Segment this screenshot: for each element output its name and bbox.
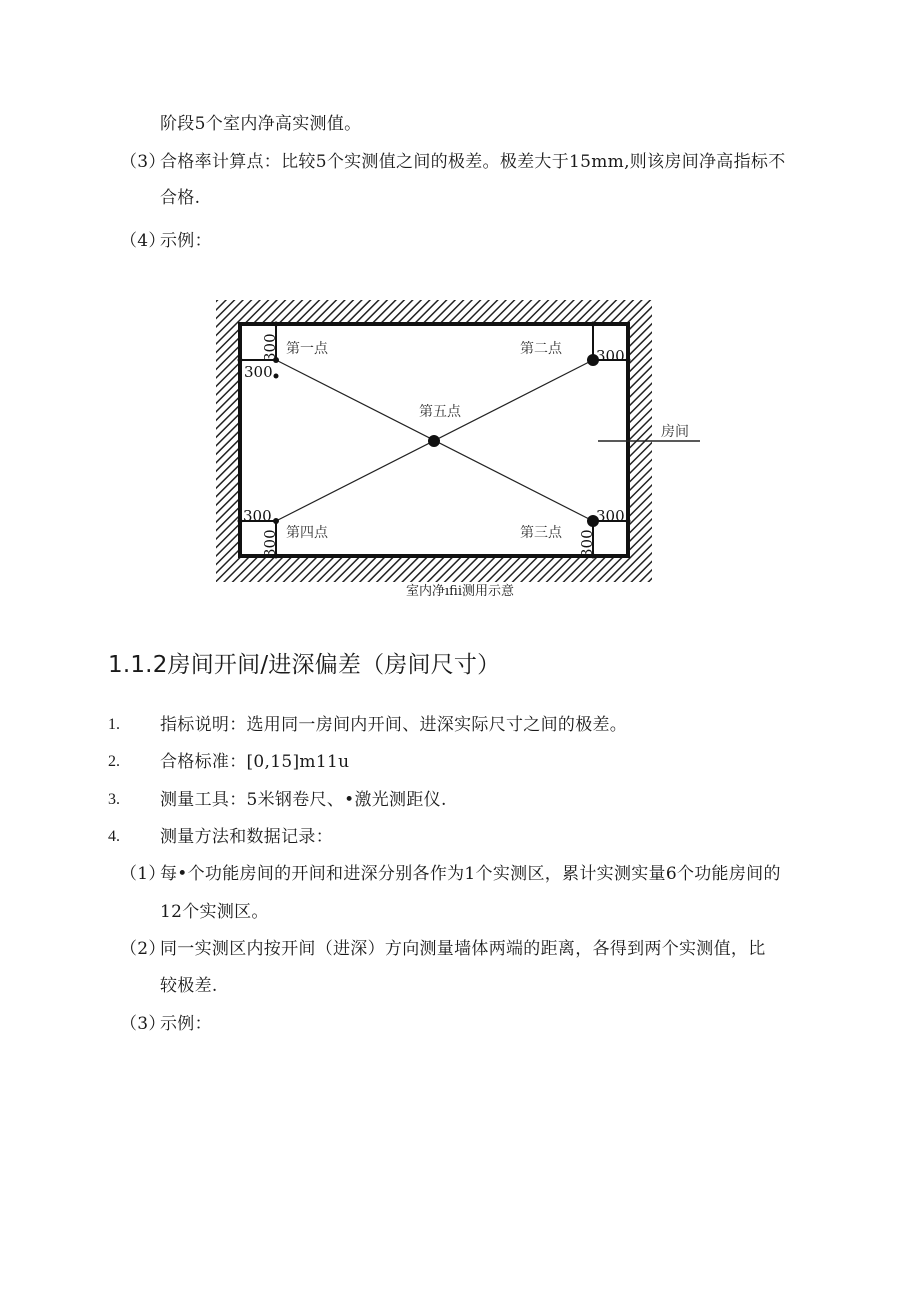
item-text-continued: 合格. [160,188,201,208]
point-label-3: 第三点 [520,525,562,541]
point-label-2: 第二点 [520,341,562,357]
item-text: 同一实测区内按开间（进深）方向测量墙体两端的距离，各得到两个实测值，比 [160,939,766,959]
item-text: 每•个功能房间的开间和进深分别各作为1个实测区，累计实测实量6个功能房间的 [160,864,781,884]
section-heading: 1.1.2房间开间/进深偏差（房间尺寸） [108,652,501,678]
item-text: 示例： [160,1014,212,1034]
item-number: （2） [120,939,166,959]
list-number: 1. [108,716,120,733]
dimension-label: 300 [596,347,625,365]
figure-caption: 室内净ıfii测用示意 [406,584,514,599]
point-label-5: 第五点 [419,404,461,420]
dimension-label: 300 [243,507,272,525]
item-number: （3） [120,1014,166,1034]
item-text-continued: 12个实测区。 [160,902,269,922]
item-number: （4） [120,231,166,251]
list-item: 测量工具：5米钢卷尺、•激光测距仪. [160,790,447,810]
list-item: 测量方法和数据记录： [160,827,333,847]
item-text: 合格率计算点：比较5个实测值之间的极差。极差大于15mm,则该房间净高指标不 [160,152,786,172]
point-label-4: 第四点 [286,525,328,541]
item-text: 示例： [160,231,212,251]
dimension-label: 300 [596,507,625,525]
measure-point-5 [428,435,440,447]
dimension-label: 300 [261,529,279,558]
dimension-label: 300 [244,363,273,381]
item-number: （3） [120,152,166,172]
list-number: 4. [108,828,120,845]
room-height-diagram [210,298,710,586]
point-label-1: 第一点 [286,341,328,357]
dimension-label: 300 [261,333,279,362]
measure-point-4 [273,518,279,524]
list-item: 指标说明：选用同一房间内开间、进深实际尺寸之间的极差。 [160,715,628,735]
list-item: 合格标准：[0,15]m11u [160,752,350,772]
room-label: 房间 [661,424,689,440]
list-number: 2. [108,753,120,770]
dimension-label: 300 [578,529,596,558]
item-text-continued: 较极差. [160,976,218,996]
list-number: 3. [108,791,120,808]
item-number: （1） [120,864,166,884]
intro-line: 阶段5个室内净高实测值。 [160,114,362,134]
